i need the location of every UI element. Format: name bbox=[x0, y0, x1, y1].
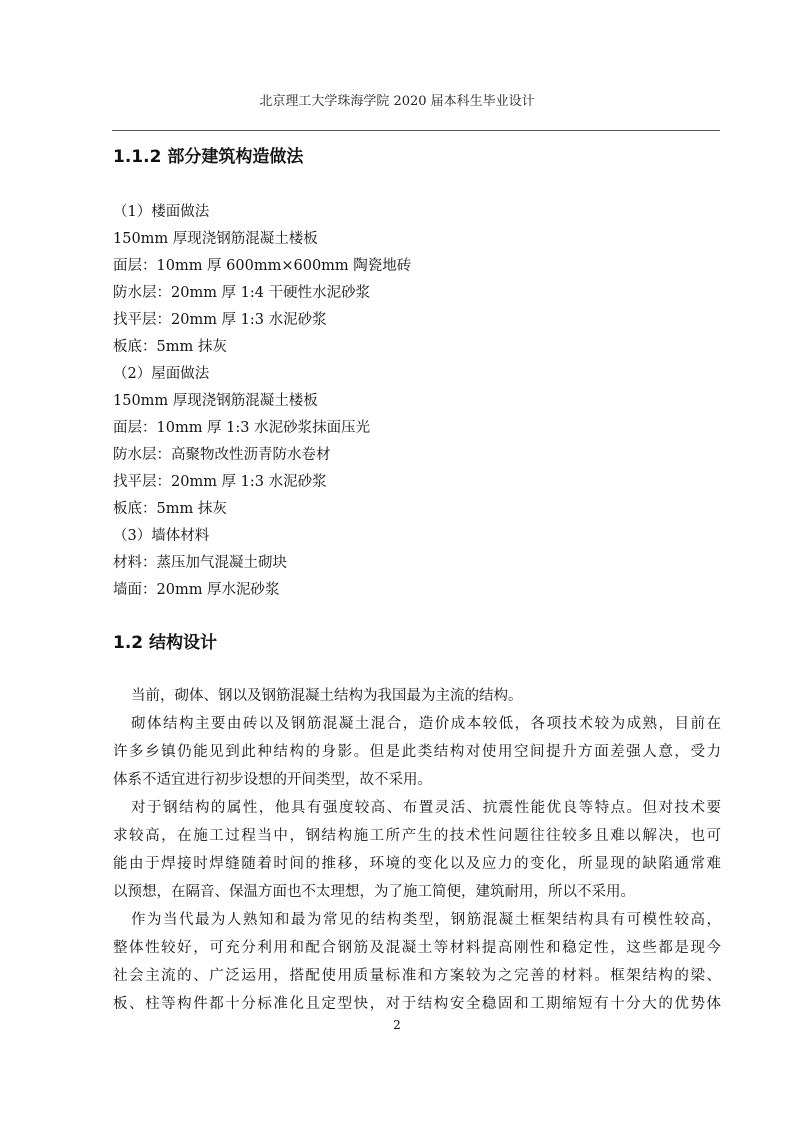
structure-design-body bbox=[113, 682, 721, 1018]
paragraph-line: 对于钢结构的属性，他具有强度较高、布置灵活、抗震性能优良等特点。但对技术要 bbox=[131, 800, 721, 816]
paragraph-line: 体系不适宜进行初步设想的开间类型，故不采用。 bbox=[113, 772, 432, 788]
construction-methods-list bbox=[113, 199, 713, 604]
list-item: 找平层：20mm 厚 1:3 水泥砂浆 bbox=[113, 312, 327, 328]
list-item: 防水层：20mm 厚 1:4 干硬性水泥砂浆 bbox=[113, 285, 371, 301]
header-divider bbox=[112, 130, 720, 131]
paragraph-line: 社会主流的、广泛运用，搭配使用质量标准和方案较为之完善的材料。框架结构的梁、 bbox=[113, 968, 721, 984]
list-item: （3）墙体材料 bbox=[113, 528, 210, 544]
list-item: （2）屋面做法 bbox=[113, 366, 210, 382]
list-item: 防水层：高聚物改性沥青防水卷材 bbox=[113, 447, 331, 463]
list-item: 板底：5mm 抹灰 bbox=[113, 339, 227, 355]
paragraph-line: 整体性较好，可充分利用和配合钢筋及混凝土等材料提高刚性和稳定性，这些都是现今 bbox=[113, 940, 721, 956]
list-item: （1）楼面做法 bbox=[113, 204, 210, 220]
paragraph-line: 许多乡镇仍能见到此种结构的身影。但是此类结构对使用空间提升方面差强人意，受力 bbox=[113, 744, 721, 760]
paragraph-line: 以预想，在隔音、保温方面也不太理想，为了施工简便，建筑耐用，所以不采用。 bbox=[113, 884, 635, 900]
page-number: 2 bbox=[393, 1018, 401, 1032]
list-item: 材料：蒸压加气混凝土砌块 bbox=[113, 555, 287, 571]
paragraph-line: 求较高，在施工过程当中，钢结构施工所产生的技术性问题往往较多且难以解决，也可 bbox=[113, 828, 721, 844]
section-heading-1-1-2: 1.1.2 部分建筑构造做法 bbox=[113, 147, 304, 167]
section-heading-1-2: 1.2 结构设计 bbox=[113, 633, 218, 653]
paragraph-line: 当前，砌体、钢以及钢筋混凝土结构为我国最为主流的结构。 bbox=[131, 688, 523, 704]
list-item: 墙面：20mm 厚水泥砂浆 bbox=[113, 582, 280, 598]
paragraph-line: 砌体结构主要由砖以及钢筋混凝土混合，造价成本较低，各项技术较为成熟，目前在 bbox=[131, 716, 721, 732]
paragraph-line: 作为当代最为人熟知和最为常见的结构类型，钢筋混凝土框架结构具有可模性较高， bbox=[131, 912, 721, 928]
paragraph-line: 能由于焊接时焊缝随着时间的推移，环境的变化以及应力的变化，所显现的缺陷通常难 bbox=[113, 856, 721, 872]
list-item: 面层：10mm 厚 600mm×600mm 陶瓷地砖 bbox=[113, 258, 412, 274]
list-item: 150mm 厚现浇钢筋混凝土楼板 bbox=[113, 231, 318, 247]
page-header: 北京理工大学珠海学院 2020 届本科生毕业设计 bbox=[259, 94, 535, 109]
paragraph-line: 板、柱等构件都十分标准化且定型快，对于结构安全稳固和工期缩短有十分大的优势体 bbox=[113, 996, 721, 1012]
list-item: 面层：10mm 厚 1:3 水泥砂浆抹面压光 bbox=[113, 420, 371, 436]
list-item: 150mm 厚现浇钢筋混凝土楼板 bbox=[113, 393, 318, 409]
list-item: 板底：5mm 抹灰 bbox=[113, 501, 227, 517]
list-item: 找平层：20mm 厚 1:3 水泥砂浆 bbox=[113, 474, 327, 490]
